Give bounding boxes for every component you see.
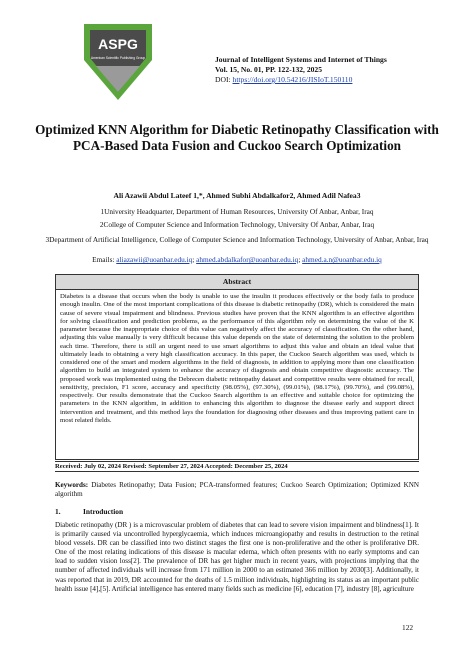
journal-name: Journal of Intelligent Systems and Internet of Things <box>215 55 387 64</box>
aspg-shield-icon <box>82 22 154 102</box>
abstract-heading: Abstract <box>56 275 418 290</box>
emails-label: Emails: <box>92 255 115 264</box>
section-title: Introduction <box>83 507 124 516</box>
affiliation-2: 2College of Computer Science and Information Technology, University Of Anbar, Anbar, Iraq <box>99 220 375 229</box>
author-list: Ali Azawii Abdul Lateef 1,*, Ahmed Subhi Abdalkafor2, Ahmed Adil Nafea3 <box>113 191 361 200</box>
keywords-label: Keywords: <box>55 481 89 489</box>
email-link-1[interactable]: aliazawii@uoanbar.edu.iq <box>116 255 193 264</box>
abstract-box <box>55 274 419 460</box>
affiliation-1: 1University Headquarter, Department of Human Resources, University Of Anbar, Anbar, Iraq <box>100 207 374 216</box>
journal-volume: Vol. 15, No. 01, PP. 122-132, 2025 <box>215 65 323 74</box>
email-line: Emails: aliazawii@uoanbar.edu.iq; ahmed.abdalkafor@uoanbar.edu.iq; ahmed.a.n@uoanbar.edu.iq <box>92 255 382 264</box>
abstract-text: Diabetes is a disease that occurs when the body is unable to use the insulin it produces effectively or the body fails to produce enough insulin. One of the most important complications of this disease is diabetic retinopathy (DR), which is considered the main cause of severe visual impairment and blindness. Previous studies have proven that the KNN algorithm is an effective algorithm for solving classification and prediction problems, as the performance of this algorithm rely on determining the value of the K parameter because the inappropriate choice of this value can negatively affect the accuracy of classification. On the other hand, adjusting this value manually is very difficult because this value depends on the state of determining the solution to the problem each time. Therefore, there is still an urgent need to use smart algorithms to adjust this value and obtain an ideal value that ultimately leads to obtaining a very high classification accuracy. In this paper, the Cuckoo Search algorithm was used, which is considered one of the smart and modern algorithms in the field of diagnosis, in addition to applying more than one classification algorithm to build an integrated system to enhance the accuracy of diagnosis and obtain competitive diagnostic accuracy. The proposed work was implemented using the Debrecen diabetic retinopathy dataset and competitive results were obtained for recall, sensitivity, precision, F1 score, accuracy and specificity (98.05%), (97.30%), (99.01%), (98.17%), (99.70%), and (99.08%), respectively. Our results demonstrate that the Cuckoo Search algorithm is an effective and suitable choice for optimizing the parameters in the KNN algorithm, in addition to enhancing this algorithm to diagnose the disease early and support direct intervention and treatment, and this method lays the foundation for diagnosing other diseases and thus improving patient care in most related fields. <box>60 293 414 424</box>
doi-label: DOI: <box>215 75 233 84</box>
page-number: 122 <box>402 623 414 632</box>
email-link-2[interactable]: ahmed.abdalkafor@uoanbar.edu.iq <box>196 255 299 264</box>
intro-paragraph: Diabetic retinopathy (DR ) is a microvascular problem of diabetes that can lead to severe vision impairment and blindness[1]. It is primarily caused via uncontrolled hyperglycaemia, which induces microangiopathy and results in destruction to the retinal blood vessels. DR can be classified into two distinct stages the first one is non-proliferative and the other is proliferative DR. One of the most relating indications of this disease is macular edema, which often presents with no early symptoms and can lead to sudden vision loss[2]. The prevalence of DR has get higher much in recent years, with projections implying that the number of affected individuals will increase from 171 million in 2000 to an estimated 366 million by 2030[3]. Additionally, it was reported that in 2019, DR accounted for the deaths of 1.5 million individuals, highlighting its status as an important public health issue [4],[5]. Artificial intelligence has entered many fields such as medicine [6], education [7], industry [8], agriculture <box>55 521 419 593</box>
doi-line <box>215 75 465 85</box>
keywords <box>55 481 419 500</box>
keywords-text: Diabetes Retinopathy; Data Fusion; PCA-transformed features; Cuckoo Search Optimization; Optimized KNN algorithm <box>55 481 419 499</box>
journal-header <box>215 55 465 85</box>
submission-dates: Received: July 02, 2024 Revised: September 27, 2024 Accepted: December 25, 2024 <box>55 461 419 472</box>
paper-title: Optimized KNN Algorithm for Diabetic Retinopathy Classification with PCA-Based Data Fusion and Cuckoo Search Optimization <box>35 122 439 153</box>
section-number: 1. <box>55 507 61 516</box>
email-link-3[interactable]: ahmed.a.n@uoanbar.edu.iq <box>302 255 382 264</box>
logo-subtitle: American Scientific Publishing Group <box>90 56 146 60</box>
affiliation-3: 3Department of Artificial Intelligence, College of Computer Science and Information Technology, University of Anbar, Anbar, Iraq <box>45 235 429 244</box>
section-heading <box>55 507 419 516</box>
publisher-logo <box>82 22 154 102</box>
doi-link[interactable]: https://doi.org/10.54216/JISIoT.150110 <box>232 75 353 84</box>
logo-text: ASPG <box>98 36 138 52</box>
